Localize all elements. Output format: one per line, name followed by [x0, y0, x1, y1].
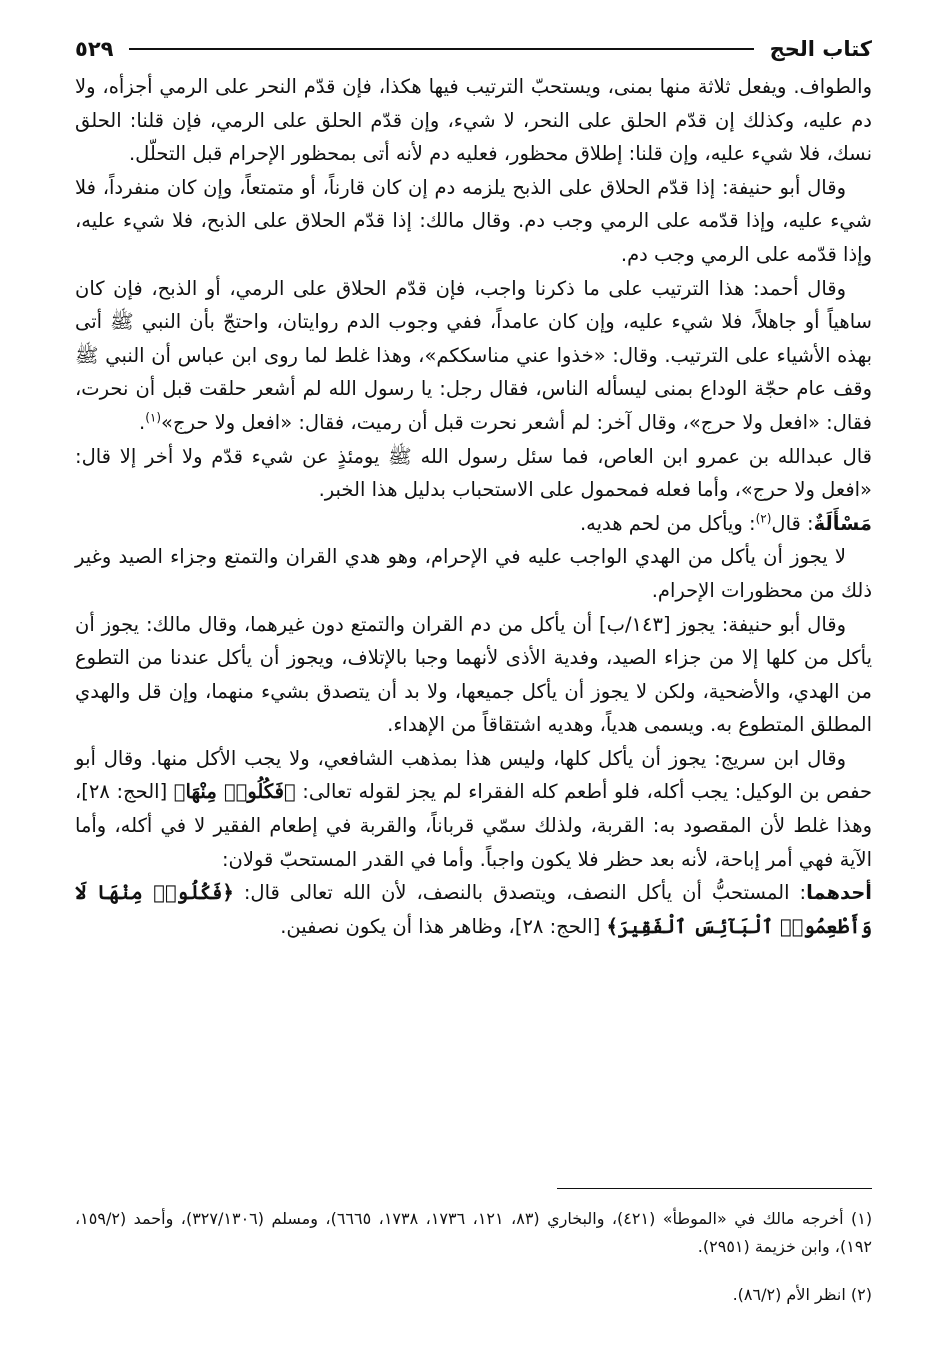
paragraph-text: [الحج: ٢٨]، وهذا غلط لأن المقصود به: القربة، ولذلك سمّي قرباناً، والقربة في إطعام الفقير لا في أكله، وأما الآية فهي أمر إباحة، لأنه بعد حظر فلا يكون واجباً. وأما في القدر المستحبّ قولان:	[75, 780, 872, 871]
paragraph-text: : المستحبُّ أن يأكل النصف، ويتصدق بالنصف، لأن الله تعالى قال:	[233, 881, 807, 905]
paragraph-text: وقال ابن سريج: يجوز أن يأكل كلها، وليس هذا بمذهب الشافعي، ولا يجب الأكل منها. وقال أبو حفص بن الوكيل: يجب أكله، فلو أطعم كله الفقراء لم يجز لقوله تعالى:	[75, 746, 872, 804]
paragraph	[75, 876, 872, 943]
paragraph	[75, 70, 872, 171]
chapter-title: كتاب الحج	[769, 37, 872, 61]
quran-verse: ﴿فَكُلُوا۟ مِنْهَا لَا وَأَطْعِمُوا۟ ٱلْبَآئِسَ ٱلْفَقِيرَ﴾	[75, 881, 872, 938]
paragraph	[75, 440, 872, 507]
page-number: ٥٢٩	[75, 37, 114, 61]
masala-heading	[75, 507, 872, 541]
paragraph-text: [الحج: ٢٨]، وظاهر هذا أن يكون نصفين.	[280, 914, 607, 938]
paragraph-text: لا يجوز أن يأكل من الهدي الواجب عليه في الإحرام، وهو هدي القران والتمتع وجزاء الصيد وغير ذلك من محظورات الإحرام.	[75, 545, 872, 602]
paragraph	[75, 608, 872, 742]
footnotes	[75, 1205, 872, 1309]
ahaduhuma-label: أحدهما	[806, 881, 872, 905]
running-header	[75, 32, 872, 66]
footnote: (٢) انظر الأم (٨٦/٢).	[732, 1285, 872, 1304]
footnote-ref: (٢)	[755, 511, 772, 526]
paragraph-text: وقال أحمد: هذا الترتيب على ما ذكرنا واجب، فإن قدّم الحلاق على الرمي، أو الذبح، فإن كان ساهياً أو جاهلاً، فلا شيء عليه، وإن كان عامداً، ففي وجوب الدم روايتان، واحتجّ بأن النبي ﷺ أتى بهذه الأشياء على الترتيب. وقال: «خذوا عني مناسككم»، وهذا غلط لما روى ابن عباس أن النبي ﷺ وقف عام حجّة الوداع بمنى ليسأله الناس، فقال رجل: يا رسول الله لم أشعر حلقت قبل أن نحرت، فقال: «افعل ولا حرج»، وقال آخر: لم أشعر نحرت قبل أن رميت، فقال: «افعل ولا حرج»	[75, 276, 872, 434]
paragraph-text: قال عبدالله بن عمرو ابن العاص، فما سئل رسول الله ﷺ يومئذٍ عن شيء قدّم ولا أخر إلا قال: «افعل ولا حرج»، وأما فعله فمحمول على الاستحباب بدليل هذا الخبر.	[75, 444, 872, 502]
footnote-rule	[557, 1188, 872, 1189]
header-rule	[129, 48, 753, 50]
paragraph	[75, 742, 872, 876]
masala-label: مَسْأَلَةٌ	[813, 511, 872, 535]
paragraph-text: والطواف. ويفعل ثلاثة منها بمنى، ويستحبّ الترتيب فيها هكذا، فإن قدّم النحر على الرمي أجزأه، ولا دم عليه، وكذلك إن قدّم الحلق على النحر، لا شيء، وإن قدّم الحلق على الرمي، فإن قلنا: الحلق نسك، فلا شيء عليه، وإن قلنا: إطلاق محظور، فعليه دم لأنه أتى بمحظور الإحرام قبل التحلّل.	[75, 75, 872, 166]
footnote-ref: (١)	[145, 410, 162, 425]
paragraph-text: وقال أبو حنيفة: يجوز [١٤٣/ب] أن يأكل من دم القران والتمتع دون غيرهما، وقال مالك: يجوز أن يأكل من كلها إلا من جزاء الصيد، وفدية الأذى لأنهما وجبا بالإتلاف، ويجوز أن يأكل عندنا من التطوع من الهدي، والأضحية، ولكن لا يجوز أن يأكل جميعها، ولا بد أن يتصدق بشيء منهما، وإن قل والهدي المطلق المتطوع به. ويسمى هدياً، وهديه اشتقاقاً من الإهداء.	[75, 612, 872, 737]
paragraph	[75, 540, 872, 607]
paragraph-text: وقال أبو حنيفة: إذا قدّم الحلاق على الذبح يلزمه دم إن كان قارناً، أو متمتعاً، وإن كان منفرداً، فلا شيء عليه، وإذا قدّمه على الرمي وجب دم. وقال مالك: إذا قدّم الحلاق على الذبح، فلا شيء عليه، وإذا قدّمه على الرمي وجب دم.	[75, 175, 872, 266]
page	[75, 32, 872, 943]
masala-qal: : قال	[771, 511, 814, 535]
quran-verse: ﴿فَكُلُوا۟ مِنْهَا﴾	[173, 780, 296, 804]
footnote: (١) أخرجه مالك في «الموطأ» (٤٢١)، والبخاري (٨٣، ١٢١، ١٧٣٦، ١٧٣٨، ٦٦٦٥)، ومسلم (٣٢٧/١٣٠٦)، وأحمد (١٥٩/٢، ١٩٢)، وابن خزيمة (٢٩٥١).	[75, 1209, 873, 1256]
masala-text: : ويأكل من لحم هديه.	[579, 511, 756, 535]
paragraph: وقال أحمد: هذا الترتيب على ما ذكرنا واجب، فإن قدّم الحلاق على الرمي، أو الذبح، فإن كان ساهياً أو جاهلاً، فلا شيء عليه، وإن كان عامداً، ففي وجوب الدم روايتان، واحتجّ بأن النبي ﷺ أتى بهذه الأشياء على الترتيب. وقال: «خذوا عني مناسككم»، وهذا غلط لما روى ابن عباس أن النبي ﷺ وقف عام حجّة الوداع بمنى ليسأله الناس، فقال رجل: يا رسول الله لم أشعر حلقت قبل أن نحرت، فقال: «افعل ولا حرج»، وقال آخر: لم أشعر نحرت قبل أن رميت، فقال: «افعل ولا حرج»$^{(١)}$.	[75, 276, 872, 434]
paragraph	[75, 171, 872, 272]
main-text	[75, 70, 872, 943]
